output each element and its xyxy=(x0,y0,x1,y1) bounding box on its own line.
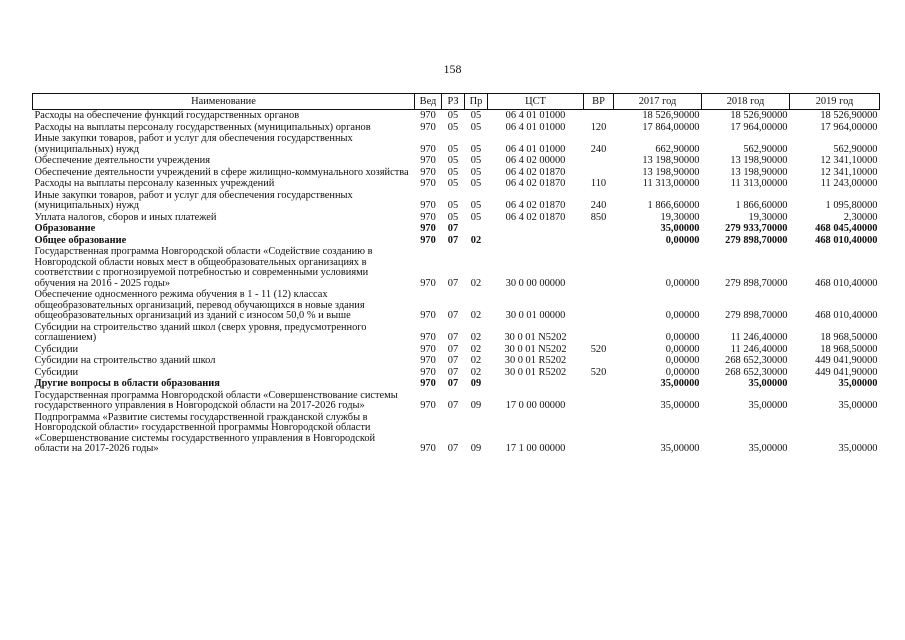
cell-2018: 279 933,70000 xyxy=(725,223,788,234)
cell-ved: 970 xyxy=(420,234,436,246)
cell-2017: 35,00000 xyxy=(660,223,700,234)
cell-pr: 05 xyxy=(470,110,482,121)
cell-ved: 970 xyxy=(420,378,436,389)
cell-pr xyxy=(465,223,488,235)
cell-ved: 970 xyxy=(420,400,436,411)
cell-rz: 05 xyxy=(447,110,459,121)
cell-rz: 07 xyxy=(447,277,459,289)
cell-name: Государственная программа Новгородской области «Совершенствование системы государственного управления в Новгородской области на 2017-2026 годы» xyxy=(34,389,398,411)
cell-2018: 279 898,70000 xyxy=(725,310,788,321)
cell-rz: 07 xyxy=(447,332,459,343)
cell-2018: 17 964,00000 xyxy=(730,121,788,133)
cell-ved: 970 xyxy=(420,332,436,343)
cell-2019: 35,00000 xyxy=(838,443,878,454)
cell-2017: 0,00000 xyxy=(665,332,700,343)
table-header xyxy=(33,94,880,110)
cell-2018: 279 898,70000 xyxy=(725,234,788,246)
cell-cst: 30 0 00 00000 xyxy=(505,277,566,289)
cell-pr: 05 xyxy=(470,155,482,166)
table-row xyxy=(33,167,880,179)
cell-2017: 35,00000 xyxy=(660,378,700,389)
cell-pr: 09 xyxy=(470,400,482,411)
cell-2017: 0,00000 xyxy=(665,234,700,246)
cell-2019: 449 041,90000 xyxy=(815,355,878,366)
cell-pr: 05 xyxy=(470,178,482,189)
header-name: Наименование xyxy=(33,94,415,110)
cell-pr: 05 xyxy=(470,121,482,133)
cell-pr: 09 xyxy=(470,378,482,389)
cell-ved: 970 xyxy=(420,211,436,223)
cell-name: Расходы на выплаты персоналу казенных учреждений xyxy=(34,178,275,189)
cell-vr xyxy=(584,246,614,289)
header-vr: ВР xyxy=(584,94,614,110)
cell-name: Образование xyxy=(34,223,96,234)
cell-pr: 05 xyxy=(470,200,482,211)
cell-2018: 19,30000 xyxy=(748,211,788,223)
cell-2019: 18 526,90000 xyxy=(820,110,878,121)
cell-cst: 30 0 01 R5202 xyxy=(504,366,567,378)
cell-rz: 05 xyxy=(447,166,459,178)
cell-pr: 02 xyxy=(470,332,482,343)
cell-2018: 268 652,30000 xyxy=(725,355,788,366)
cell-ved: 970 xyxy=(420,121,436,133)
table-row xyxy=(33,155,880,167)
cell-vr: 240 xyxy=(590,143,607,155)
cell-2019: 2,30000 xyxy=(843,211,878,223)
cell-cst: 30 0 01 00000 xyxy=(505,310,566,321)
cell-name: Иные закупки товаров, работ и услуг для обеспечения государственных (муниципальных) нужд xyxy=(34,189,353,211)
cell-name: Обеспечение односменного режима обучения в 1 - 11 (12) классах общеобразовательных организаций, перевод обучающихся в новые здания общеобразовательных организаций из зданий с износом 50,0 % и выше xyxy=(34,289,365,321)
page-number: 158 xyxy=(443,62,462,76)
cell-2018: 268 652,30000 xyxy=(725,366,788,378)
header-cst: ЦСТ xyxy=(488,94,584,110)
cell-2017: 0,00000 xyxy=(665,355,700,366)
cell-pr: 02 xyxy=(470,343,482,355)
cell-pr: 05 xyxy=(470,143,482,155)
cell-vr: 520 xyxy=(590,343,607,355)
cell-cst: 17 0 00 00000 xyxy=(505,400,566,411)
cell-2018: 11 313,00000 xyxy=(730,178,788,189)
cell-cst xyxy=(488,378,584,390)
cell-cst xyxy=(488,223,584,235)
cell-2019: 468 010,40000 xyxy=(815,310,878,321)
cell-vr xyxy=(584,378,614,390)
cell-2019: 468 010,40000 xyxy=(815,234,878,246)
cell-vr xyxy=(584,155,614,167)
cell-2018: 1 866,60000 xyxy=(735,200,788,211)
cell-rz: 07 xyxy=(447,310,459,321)
cell-cst xyxy=(488,235,584,247)
cell-2018: 279 898,70000 xyxy=(725,277,788,289)
cell-2019: 1 095,80000 xyxy=(825,200,878,211)
cell-ved: 970 xyxy=(420,366,436,378)
cell-rz: 05 xyxy=(447,178,459,189)
cell-pr: 02 xyxy=(470,355,482,366)
header-2018: 2018 год xyxy=(702,94,790,110)
cell-ved: 970 xyxy=(420,343,436,355)
cell-name: Другие вопросы в области образования xyxy=(34,378,220,389)
cell-cst: 06 4 01 01000 xyxy=(505,121,566,133)
cell-2019: 468 010,40000 xyxy=(815,277,878,289)
table-row xyxy=(33,367,880,379)
table-row xyxy=(33,322,880,344)
cell-name: Обеспечение деятельности учреждения xyxy=(34,155,211,166)
table-row xyxy=(33,412,880,455)
cell-vr xyxy=(584,235,614,247)
cell-cst: 06 4 02 01870 xyxy=(505,211,566,223)
cell-name: Субсидии на строительство зданий школ (сверх уровня, предусмотренного соглашением) xyxy=(34,321,367,343)
cell-2019: 12 341,10000 xyxy=(820,155,878,166)
cell-ved: 970 xyxy=(420,155,436,166)
cell-2017: 19,30000 xyxy=(660,211,700,223)
cell-2017: 662,90000 xyxy=(655,143,700,155)
cell-pr: 05 xyxy=(470,166,482,178)
cell-2018: 35,00000 xyxy=(748,400,788,411)
cell-vr xyxy=(584,390,614,412)
cell-pr: 05 xyxy=(470,211,482,223)
cell-cst: 06 4 01 01000 xyxy=(505,110,566,121)
cell-cst: 30 0 01 N5202 xyxy=(504,332,567,343)
cell-2019: 18 968,50000 xyxy=(820,332,878,343)
budget-table xyxy=(32,93,880,455)
cell-2018: 35,00000 xyxy=(748,378,788,389)
cell-2019: 35,00000 xyxy=(838,378,878,389)
cell-2019: 449 041,90000 xyxy=(815,366,878,378)
table-row xyxy=(33,235,880,247)
cell-2017: 35,00000 xyxy=(660,400,700,411)
header-rz: РЗ xyxy=(442,94,465,110)
cell-ved: 970 xyxy=(420,443,436,454)
cell-2019: 562,90000 xyxy=(833,143,878,155)
cell-vr xyxy=(584,110,614,122)
cell-name: Расходы на выплаты персоналу государственных (муниципальных) органов xyxy=(34,121,371,133)
header-2017: 2017 год xyxy=(614,94,702,110)
cell-2019: 468 045,40000 xyxy=(815,223,878,234)
cell-vr: 110 xyxy=(590,178,607,189)
table-row xyxy=(33,212,880,224)
cell-2018: 35,00000 xyxy=(748,443,788,454)
cell-ved: 970 xyxy=(420,355,436,366)
table-row xyxy=(33,110,880,122)
cell-name: Государственная программа Новгородской области «Содействие созданию в Новгородской области новых мест в общеобразовательных организациях в соответствии с прогнозируемой потребностью и современными условиями обучения на 2016 - 2025 годы» xyxy=(34,246,373,289)
cell-cst: 06 4 02 00000 xyxy=(505,155,566,166)
header-ved: Вед xyxy=(415,94,442,110)
table-row xyxy=(33,246,880,289)
cell-ved: 970 xyxy=(420,178,436,189)
cell-vr xyxy=(584,412,614,455)
cell-cst: 06 4 02 01870 xyxy=(505,178,566,189)
cell-rz: 05 xyxy=(447,143,459,155)
cell-rz: 05 xyxy=(447,200,459,211)
cell-2018: 11 246,40000 xyxy=(730,332,788,343)
cell-cst: 30 0 01 R5202 xyxy=(504,355,567,366)
cell-2017: 18 526,90000 xyxy=(642,110,700,121)
cell-rz: 05 xyxy=(447,155,459,166)
header-row xyxy=(33,94,880,110)
table-row xyxy=(33,223,880,235)
cell-ved: 970 xyxy=(420,277,436,289)
cell-cst: 30 0 01 N5202 xyxy=(504,343,567,355)
cell-rz: 07 xyxy=(447,378,459,389)
cell-name: Иные закупки товаров, работ и услуг для обеспечения государственных (муниципальных) нужд xyxy=(34,133,353,155)
cell-rz: 07 xyxy=(447,400,459,411)
cell-2017: 0,00000 xyxy=(665,366,700,378)
cell-rz: 07 xyxy=(447,343,459,355)
cell-name: Уплата налогов, сборов и иных платежей xyxy=(34,211,217,223)
table-row xyxy=(33,344,880,356)
cell-2019: 12 341,10000 xyxy=(820,166,878,178)
cell-2019: 35,00000 xyxy=(838,400,878,411)
cell-2019: 11 243,00000 xyxy=(820,178,878,189)
cell-2018: 11 246,40000 xyxy=(730,343,788,355)
cell-2018: 562,90000 xyxy=(743,143,788,155)
cell-rz: 07 xyxy=(447,355,459,366)
cell-vr xyxy=(584,167,614,179)
cell-name: Субсидии xyxy=(34,366,79,378)
cell-vr: 120 xyxy=(590,121,607,133)
table-row xyxy=(33,190,880,212)
table-row xyxy=(33,133,880,155)
cell-rz: 07 xyxy=(447,366,459,378)
cell-2017: 0,00000 xyxy=(665,310,700,321)
cell-name: Субсидии xyxy=(34,343,79,355)
cell-vr: 520 xyxy=(590,366,607,378)
cell-rz: 07 xyxy=(447,234,459,246)
cell-pr: 02 xyxy=(470,310,482,321)
cell-ved: 970 xyxy=(420,223,436,234)
cell-2017: 0,00000 xyxy=(665,343,700,355)
cell-name: Расходы на обеспечение функций государственных органов xyxy=(34,110,300,121)
cell-2017: 11 313,00000 xyxy=(642,178,700,189)
cell-pr: 02 xyxy=(470,277,482,289)
cell-name: Обеспечение деятельности учреждений в сфере жилищно-коммунального хозяйства xyxy=(34,166,409,178)
cell-vr xyxy=(584,355,614,367)
cell-cst: 06 4 01 01000 xyxy=(505,143,566,155)
cell-cst: 06 4 02 01870 xyxy=(505,166,566,178)
cell-2017: 13 198,90000 xyxy=(642,166,700,178)
cell-vr xyxy=(584,289,614,322)
cell-ved: 970 xyxy=(420,110,436,121)
cell-cst: 06 4 02 01870 xyxy=(505,200,566,211)
table-row xyxy=(33,289,880,322)
cell-pr: 02 xyxy=(470,234,482,246)
table-row xyxy=(33,378,880,390)
cell-rz: 07 xyxy=(447,443,459,454)
cell-rz: 07 xyxy=(447,223,459,234)
cell-cst: 17 1 00 00000 xyxy=(505,443,566,454)
cell-2017: 17 864,00000 xyxy=(642,121,700,133)
cell-name: Субсидии на строительство зданий школ xyxy=(34,355,216,366)
cell-2017: 13 198,90000 xyxy=(642,155,700,166)
cell-name: Общее образование xyxy=(34,234,127,246)
cell-pr: 02 xyxy=(470,366,482,378)
cell-ved: 970 xyxy=(420,143,436,155)
cell-vr: 850 xyxy=(590,211,607,223)
table-row xyxy=(33,355,880,367)
table-row xyxy=(33,122,880,134)
cell-rz: 05 xyxy=(447,211,459,223)
cell-ved: 970 xyxy=(420,200,436,211)
cell-2017: 35,00000 xyxy=(660,443,700,454)
table-row xyxy=(33,178,880,190)
cell-2018: 13 198,90000 xyxy=(730,155,788,166)
cell-2018: 18 526,90000 xyxy=(730,110,788,121)
header-2019: 2019 год xyxy=(790,94,880,110)
cell-2019: 17 964,00000 xyxy=(820,121,878,133)
table-body xyxy=(33,110,880,455)
cell-vr xyxy=(584,322,614,344)
cell-2018: 13 198,90000 xyxy=(730,166,788,178)
cell-ved: 970 xyxy=(420,166,436,178)
cell-pr: 09 xyxy=(470,443,482,454)
cell-2019: 18 968,50000 xyxy=(820,343,878,355)
cell-ved: 970 xyxy=(420,310,436,321)
header-pr: Пр xyxy=(465,94,488,110)
cell-vr: 240 xyxy=(590,200,607,211)
cell-name: Подпрограмма «Развитие системы государственной гражданской службы в Новгородской области» государственной программы Новгородской области «Совершенствование системы государственного управления в Новгородской области на 2017-2026 годы» xyxy=(34,411,376,454)
table-row xyxy=(33,390,880,412)
cell-2017: 0,00000 xyxy=(665,277,700,289)
cell-rz: 05 xyxy=(447,121,459,133)
cell-2017: 1 866,60000 xyxy=(647,200,700,211)
cell-vr xyxy=(584,223,614,235)
